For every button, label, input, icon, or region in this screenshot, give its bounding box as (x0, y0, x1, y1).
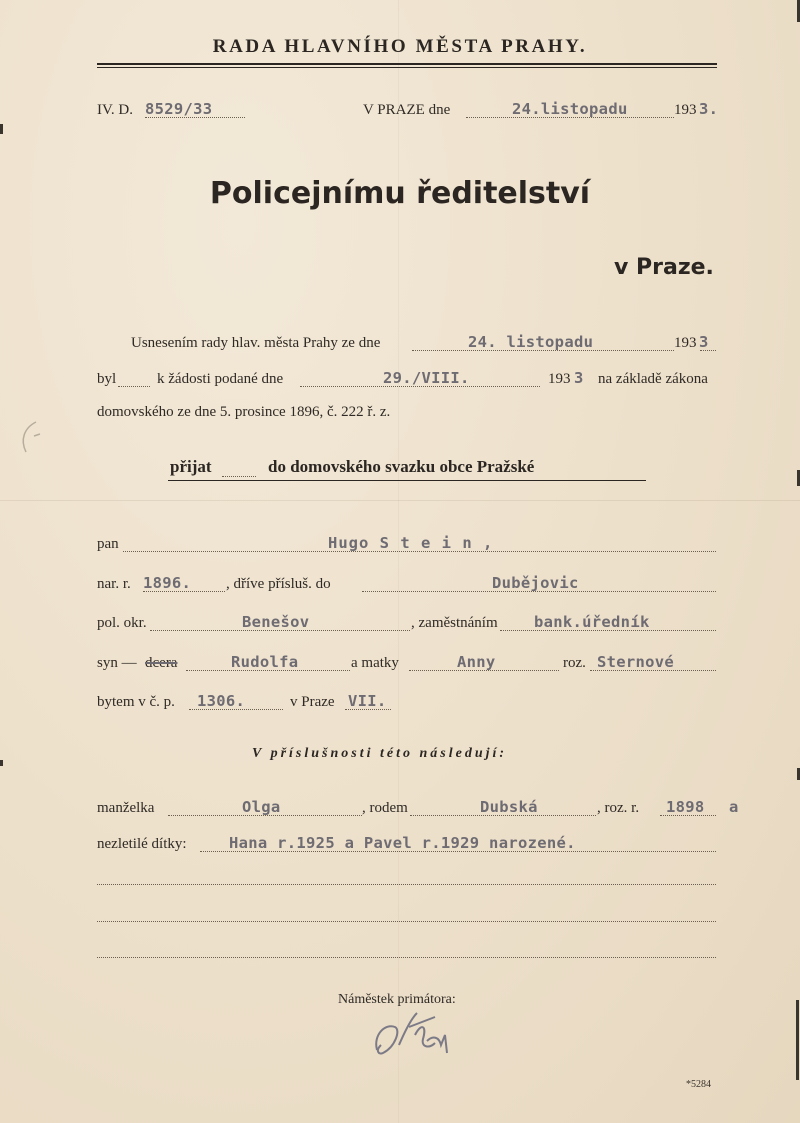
edge-mark (796, 1000, 799, 1080)
blank-line-2 (97, 921, 716, 922)
wife-birth-year: 1898 (666, 798, 705, 816)
daughter-struck: dcera (145, 655, 178, 671)
residence-label: bytem v č. p. (97, 694, 175, 710)
father-name: Rudolfa (231, 653, 299, 671)
council-header: RADA HLAVNÍHO MĚSTA PRAHY. (212, 36, 588, 57)
accepted-statement: do domovského svazku obce Pražské (268, 457, 535, 476)
accepted-dots (222, 476, 256, 477)
resolution-year-printed: 193 (674, 335, 697, 351)
signature-title: Náměstek primátora: (338, 992, 456, 1007)
city-district: VII. (348, 692, 387, 710)
ref-dotted-line (145, 117, 245, 118)
edge-mark (0, 760, 3, 766)
addressee-heading: Policejnímu ředitelství (209, 176, 591, 211)
date-day-month: 24.listopadu (512, 100, 628, 118)
date-prefix: V PRAZE dne (363, 102, 451, 118)
city-label: v Praze (290, 694, 335, 710)
mother-name: Anny (457, 653, 496, 671)
wife-label: manželka (97, 800, 155, 816)
header-rule-thin (97, 67, 717, 68)
mother-maiden-name: Sternové (597, 653, 675, 671)
district: Benešov (242, 613, 310, 631)
resolution-law-prefix: na základě zákona (598, 371, 708, 387)
district-label: pol. okr. (97, 615, 147, 631)
request-date: 29./VIII. (383, 369, 470, 387)
margin-pencil-mark (14, 418, 44, 458)
blank-line-3 (97, 957, 716, 958)
resolution-byl: byl (97, 371, 117, 387)
maiden-label: roz. (563, 655, 586, 671)
resolution-date: 24. listopadu (468, 333, 594, 351)
mother-label: a matky (351, 655, 399, 671)
former-label: , dříve přísluš. do (226, 576, 331, 592)
ref-prefix: IV. D. (97, 102, 133, 118)
form-code: *5284 (686, 1079, 711, 1090)
resolution-year-typed: 3 (699, 333, 709, 351)
occupation: bank.úředník (534, 613, 650, 631)
occupation-label: , zaměstnáním (411, 615, 498, 631)
wife-maiden-name: Dubská (480, 798, 538, 816)
handwritten-signature (365, 1005, 465, 1065)
resolution-line1-prefix: Usnesením rady hlav. města Prahy ze dne (131, 335, 381, 351)
addressee-city: v Praze. (614, 255, 714, 280)
wife-year-label: , roz. r. (597, 800, 640, 816)
wife-name: Olga (242, 798, 281, 816)
ref-number: 8529/33 (145, 100, 213, 118)
person-name: Hugo S t e i n , (328, 534, 494, 552)
former-place: Dubějovic (492, 574, 579, 592)
resolution-request: k žádosti podané dne (157, 371, 284, 387)
accepted-underline (168, 480, 646, 481)
born-label: nar. r. (97, 576, 131, 592)
resolution-year-dots (700, 350, 716, 351)
son-label: syn — (97, 655, 137, 671)
born-year: 1896. (143, 574, 192, 592)
date-year-printed: 193 (674, 102, 697, 118)
children-names: Hana r.1925 a Pavel r.1929 narozené. (229, 834, 576, 852)
paper-fold-horizontal (0, 500, 800, 501)
resolution-byl-dots (118, 386, 150, 387)
blank-line-1 (97, 884, 716, 885)
wife-suffix: a (729, 798, 739, 816)
accepted-word: přijat (170, 457, 212, 476)
house-number: 1306. (197, 692, 246, 710)
request-year-printed: 193 (548, 371, 571, 387)
children-label: nezletilé dítky: (97, 836, 187, 852)
request-year-typed: 3 (574, 369, 584, 387)
wife-born-label: , rodem (362, 800, 408, 816)
date-year-typed: 3. (699, 100, 719, 118)
pan-label: pan (97, 536, 119, 552)
dependents-heading: V příslušnosti této následují: (252, 746, 508, 761)
header-rule (97, 63, 717, 65)
resolution-law: domovského ze dne 5. prosince 1896, č. 222 ř. z. (97, 404, 391, 420)
paper-fold-vertical (398, 0, 399, 1123)
edge-mark (0, 124, 3, 134)
